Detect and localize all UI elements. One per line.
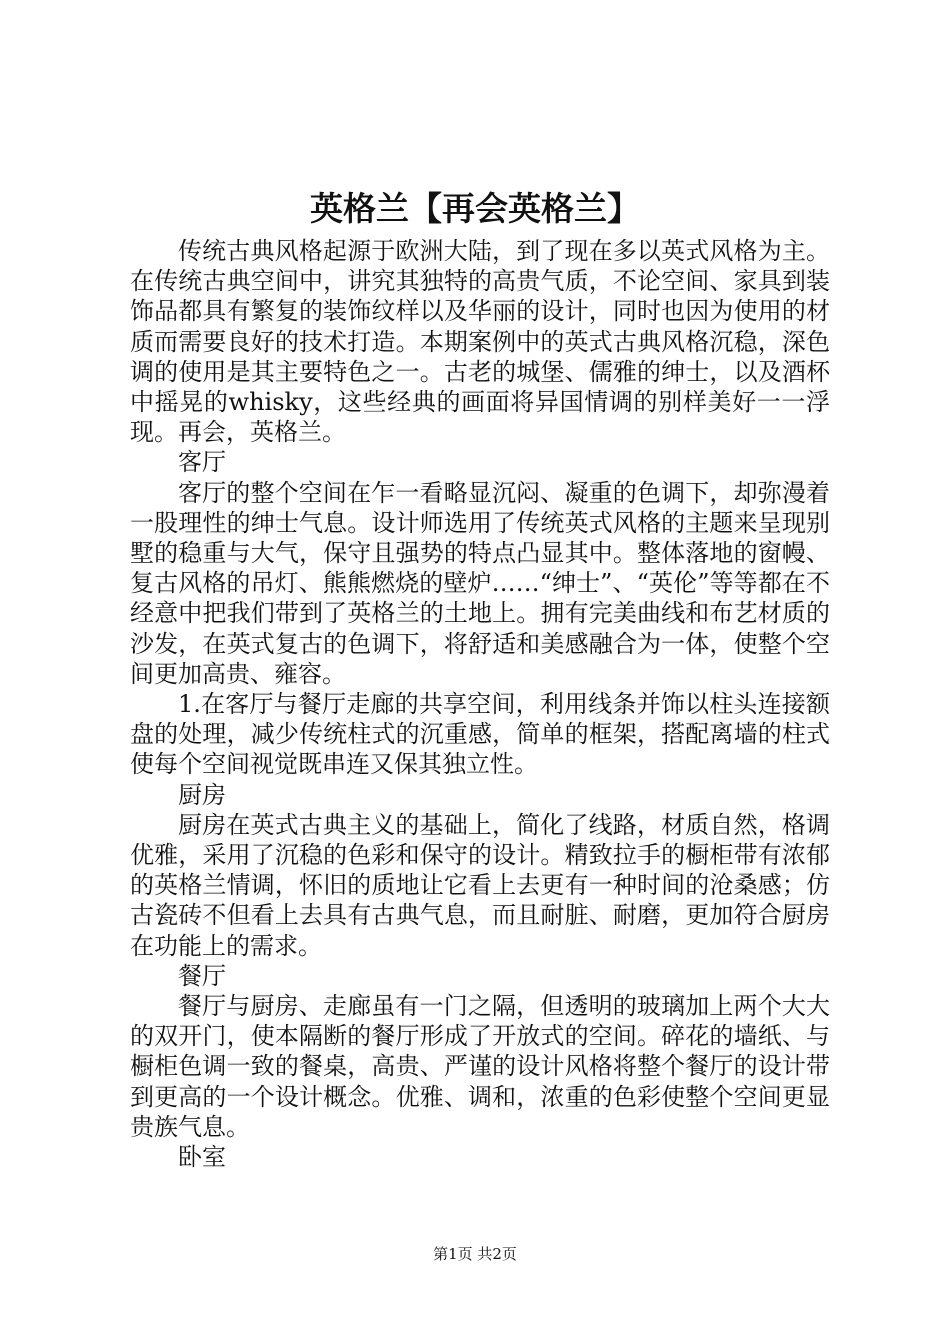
page-footer: 第1页 共2页: [433, 1245, 517, 1263]
paragraph-dining-room: 餐厅与厨房、走廊虽有一门之隔，但透明的玻璃加上两个大大的双开门，使本隔断的餐厅形成了开放式的空间。碎花的墙纸、与橱柜色调一致的餐桌，高贵、严谨的设计风格将整个餐厅的设计带到更高的一个设计概念。优雅、调和，浓重的色彩使整个空间更显贵族气息。: [130, 992, 830, 1141]
section-heading-bedroom: 卧室: [178, 1143, 226, 1172]
section-heading-kitchen: 厨房: [178, 780, 226, 809]
paragraph-living-room: 客厅的整个空间在乍一看略显沉闷、凝重的色调下，却弥漫着一股理性的绅士气息。设计师选用了传统英式风格的主题来呈现别墅的稳重与大气，保守且强势的特点凸显其中。整体落地的窗幔、复古风格的吊灯、熊熊燃烧的壁炉……“绅士”、“英伦”等等都在不经意中把我们带到了英格兰的土地上。拥有完美曲线和布艺材质的沙发，在英式复古的色调下，将舒适和美感融合为一体，使整个空间更加高贵、雍容。: [130, 478, 830, 688]
paragraph-kitchen: 厨房在英式古典主义的基础上，简化了线路，材质自然，格调优雅，采用了沉稳的色彩和保守的设计。精致拉手的橱柜带有浓郁的英格兰情调，怀旧的质地让它看上去更有一种时间的沧桑感；仿古瓷砖不但看上去具有古典气息，而且耐脏、耐磨，更加符合厨房在功能上的需求。: [130, 810, 830, 960]
document-title: 英格兰【再会英格兰】: [310, 189, 640, 228]
paragraph-intro: 传统古典风格起源于欧洲大陆，到了现在多以英式风格为主。在传统古典空间中，讲究其独特的高贵气质，不论空间、家具到装饰品都具有繁复的装饰纹样以及华丽的设计，同时也因为使用的材质而需要良好的技术打造。本期案例中的英式古典风格沉稳，深色调的使用是其主要特色之一。古老的城堡、儒雅的绅士，以及酒杯中摇晃的whisky，这些经典的画面将异国情调的别样美好一一浮现。再会，英格兰。: [130, 237, 830, 447]
document-body: [130, 236, 830, 1172]
section-heading-dining-room: 餐厅: [178, 961, 226, 990]
section-heading-living-room: 客厅: [178, 448, 226, 477]
paragraph-corridor: 1.在客厅与餐厅走廊的共享空间，利用线条并饰以柱头连接额盘的处理，减少传统柱式的沉重感，简单的框架，搭配离墙的柱式使每个空间视觉既串连又保其独立性。: [130, 690, 830, 779]
